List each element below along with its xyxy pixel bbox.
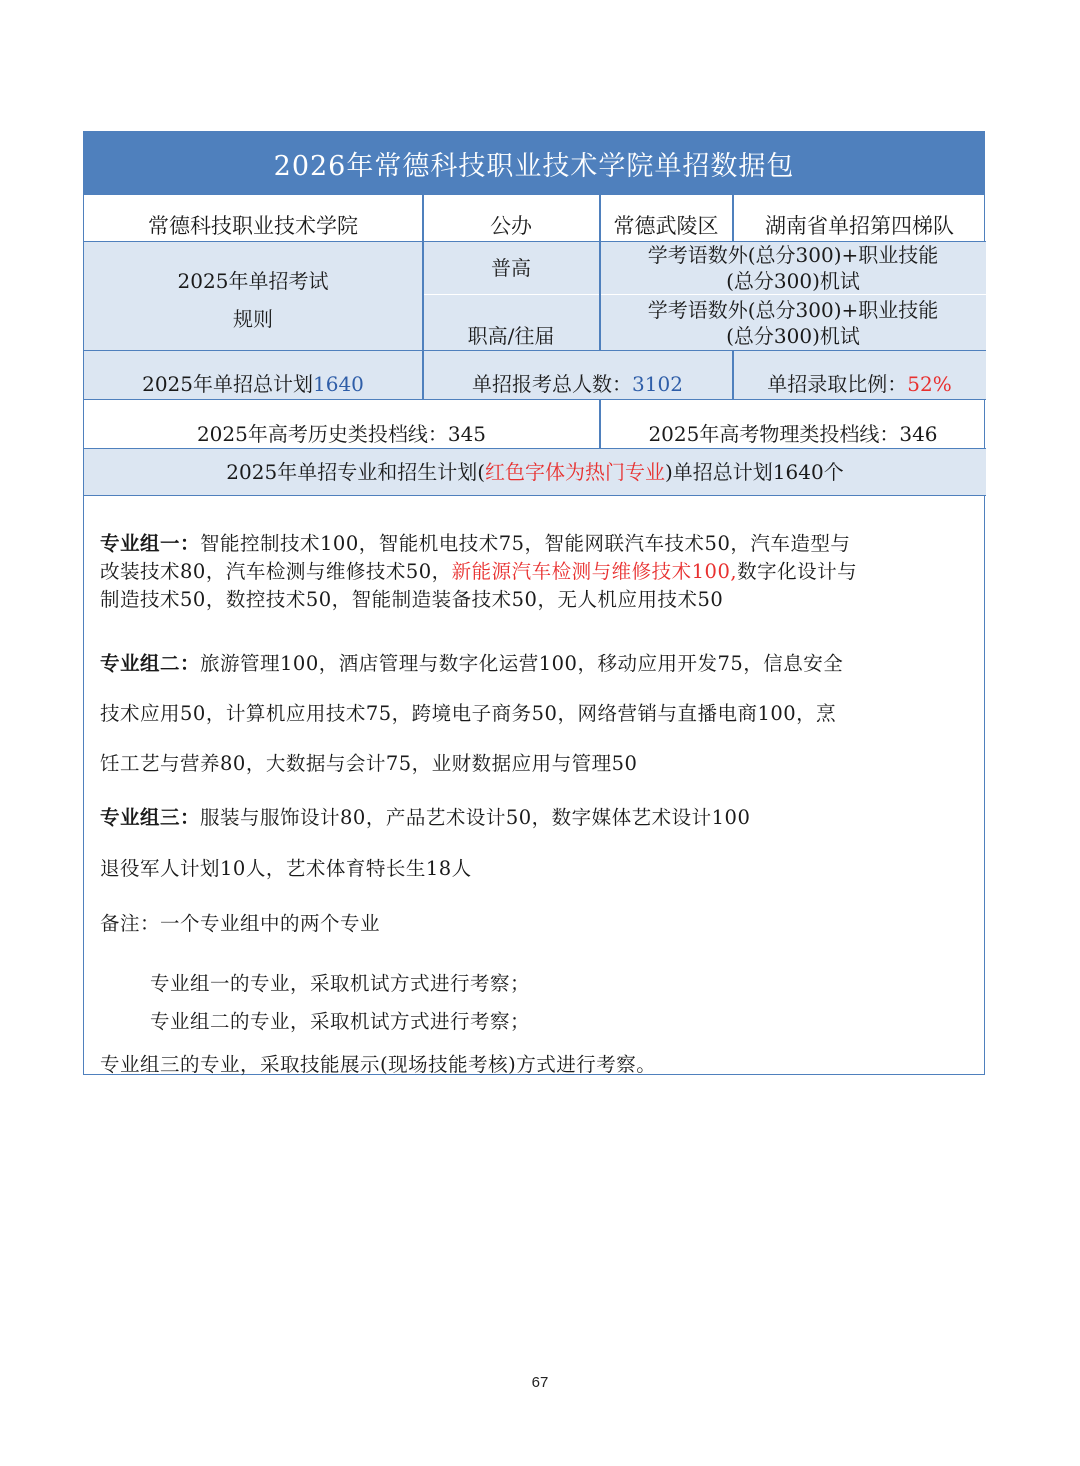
rules-label-line1: 2025年单招考试 xyxy=(177,269,329,293)
rules-label xyxy=(84,242,422,350)
group1-line1 xyxy=(100,528,850,556)
admission-ratio xyxy=(733,351,986,399)
plan-header-prefix: 2025年单招专业和招生计划( xyxy=(226,460,485,484)
notes-line2: 专业组二的专业，采取机试方式进行考察； xyxy=(150,1010,531,1033)
group1-hot-major: 新能源汽车检测与维修技术100, xyxy=(451,560,738,583)
general-rule-line1: 学考语数外(总分300)+职业技能 xyxy=(647,243,939,267)
sheet-title: 2026年常德科技职业技术学院单招数据包 xyxy=(84,132,984,195)
rules-label-line2: 规则 xyxy=(233,307,273,331)
group2-line1 xyxy=(100,648,843,676)
grid-line xyxy=(732,350,734,399)
school-tier: 湖南省单招第四梯队 xyxy=(765,214,954,239)
applicants-label: 单招报考总人数： xyxy=(472,372,633,396)
group2-line2: 技术应用50，计算机应用技术75，跨境电子商务50，网络营销与直播电商100，烹 xyxy=(100,702,837,725)
grid-line xyxy=(422,195,424,350)
group2-text-1: 旅游管理100，酒店管理与数字化运营100，移动应用开发75，信息安全 xyxy=(200,652,844,675)
school-district: 常德武陵区 xyxy=(613,214,719,239)
plan-header-hot-note: 红色字体为热门专业 xyxy=(485,460,665,484)
plan-total-value: 1640 xyxy=(313,372,364,396)
grid-line xyxy=(84,399,986,400)
general-rule-line2: (总分300)机试 xyxy=(726,269,860,293)
vocational-label: 职高/往届 xyxy=(423,295,599,350)
group1-text-2a: 改装技术80，汽车检测与维修技术50， xyxy=(100,560,452,583)
general-rule xyxy=(600,242,986,294)
notes-title: 备注：一个专业组中的两个专业 xyxy=(100,912,381,935)
group1-line3: 制造技术50，数控技术50，智能制造装备技术50，无人机应用技术50 xyxy=(100,588,724,611)
group1-label: 专业组一： xyxy=(100,532,201,555)
notes-line3: 专业组三的专业，采取技能展示(现场技能考核)方式进行考察。 xyxy=(100,1053,657,1076)
grid-line xyxy=(599,195,601,350)
veterans-plan: 退役军人计划10人，艺术体育特长生18人 xyxy=(100,857,472,880)
plan-total-label: 2025年单招总计划 xyxy=(142,372,313,396)
group3-text-1: 服装与服饰设计80，产品艺术设计50，数字媒体艺术设计100 xyxy=(200,806,751,829)
group3-label: 专业组三： xyxy=(100,806,201,829)
grid-line xyxy=(423,294,986,295)
group1-text-1: 智能控制技术100，智能机电技术75，智能网联汽车技术50，汽车造型与 xyxy=(200,532,851,555)
grid-line xyxy=(84,241,986,242)
ratio-label: 单招录取比例： xyxy=(767,372,908,396)
group2-line3: 饪工艺与营养80，大数据与会计75，业财数据应用与管理50 xyxy=(100,752,638,775)
group2-label: 专业组二： xyxy=(100,652,201,675)
page-number: 67 xyxy=(531,1374,549,1391)
applicants-value: 3102 xyxy=(632,372,683,396)
history-cutoff: 2025年高考历史类投档线：345 xyxy=(196,422,487,446)
plan-header xyxy=(84,449,986,495)
plan-total xyxy=(84,351,422,399)
grid-line xyxy=(599,399,601,448)
group1-line2 xyxy=(100,556,857,584)
applicants-total xyxy=(423,351,732,399)
grid-line xyxy=(84,495,986,496)
physics-cutoff: 2025年高考物理类投档线：346 xyxy=(648,422,938,446)
group3-line1 xyxy=(100,802,750,830)
group1-text-2b: 数字化设计与 xyxy=(737,560,858,583)
general-label: 普高 xyxy=(423,242,599,294)
grid-line xyxy=(84,448,986,449)
notes-line1: 专业组一的专业，采取机试方式进行考察； xyxy=(150,972,531,995)
grid-line xyxy=(84,350,986,351)
vocational-rule xyxy=(600,295,986,350)
school-type: 公办 xyxy=(490,214,532,239)
vocational-rule-line1: 学考语数外(总分300)+职业技能 xyxy=(647,297,939,322)
school-name: 常德科技职业技术学院 xyxy=(148,214,358,239)
data-sheet xyxy=(83,131,985,1075)
vocational-rule-line2: (总分300)机试 xyxy=(726,323,860,348)
grid-line xyxy=(422,350,424,399)
ratio-value: 52% xyxy=(907,372,952,396)
grid-line xyxy=(732,195,734,241)
plan-header-suffix: )单招总计划1640个 xyxy=(665,460,844,484)
